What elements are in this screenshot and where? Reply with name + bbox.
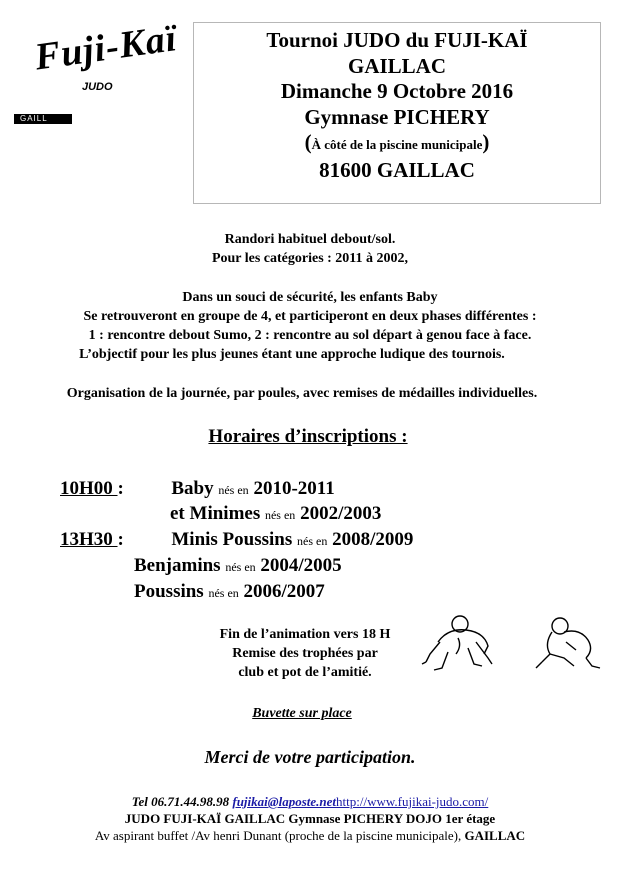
schedule-time: 13H30 xyxy=(60,529,118,550)
judoka-right-icon xyxy=(530,614,606,672)
schedule-row-2: et Minimes nés en 2002/2003 xyxy=(170,503,382,524)
footer-address-line: Av aspirant buffet /Av henri Dunant (proche de la piscine municipale), GAILLAC xyxy=(94,828,526,843)
closing-line-3: club et pot de l’amitié. xyxy=(238,665,372,680)
schedule-category: Poussins xyxy=(134,581,204,602)
header-title: Tournoi JUDO du FUJI-KAÏ xyxy=(266,28,528,52)
closing-line-1: Fin de l’animation vers 18 H xyxy=(219,627,391,642)
closing-info xyxy=(180,625,430,682)
footer-contact xyxy=(0,794,620,810)
intro-line-4: Se retrouveront en groupe de 4, et participeront en deux phases différentes : xyxy=(83,309,537,324)
logo-bar: GAILL xyxy=(14,114,72,124)
footer-phone: Tel 06.71.44.98.98 xyxy=(131,794,233,809)
buvette-note: Buvette sur place xyxy=(252,706,352,721)
header-box xyxy=(193,22,601,204)
closing-line-2: Remise des trophées par xyxy=(232,646,378,661)
footer-email-link[interactable]: fujikai@laposte.net xyxy=(232,794,337,809)
header-address: 81600 GAILLAC xyxy=(319,157,475,182)
header-venue-note: (À côté de la piscine municipale) xyxy=(304,130,490,154)
header-date: Dimanche 9 Octobre 2016 xyxy=(280,79,514,103)
header-city: GAILLAC xyxy=(347,53,447,78)
intro-line-2: Pour les catégories : 2011 à 2002, xyxy=(211,251,409,266)
schedule-row-5: Poussins nés en 2006/2007 xyxy=(134,581,325,602)
schedule-category: Minis Poussins xyxy=(171,529,293,550)
intro-line-5: 1 : rencontre debout Sumo, 2 : rencontre au sol départ à genou face à face. xyxy=(88,328,532,343)
schedule-row-1: 10H00 : Baby nés en 2010-2011 xyxy=(60,478,335,499)
horaires-title: Horaires d’inscriptions : xyxy=(208,426,408,447)
schedule-category: et Minimes xyxy=(170,503,261,524)
judoka-left-icon xyxy=(418,612,500,674)
intro-line-3: Dans un souci de sécurité, les enfants Baby xyxy=(182,290,438,305)
intro-line-6: L’objectif pour les plus jeunes étant une approche ludique des tournois. xyxy=(79,347,505,362)
logo-sub: JUDO xyxy=(82,81,113,93)
intro-line-7: Organisation de la journée, par poules, avec remises de médailles individuelles. xyxy=(66,386,538,401)
logo-text: Fuji-Kaï xyxy=(32,17,180,79)
footer-website-link[interactable]: http://www.fujikai-judo.com/ xyxy=(336,794,489,809)
schedule-category: Benjamins xyxy=(134,555,221,576)
header-venue: Gymnase PICHERY xyxy=(304,104,490,129)
schedule-row-3: 13H30 : Minis Poussins nés en 2008/2009 xyxy=(60,529,414,550)
intro-line-1: Randori habituel debout/sol. xyxy=(224,232,396,247)
schedule-time: 10H00 xyxy=(60,478,118,499)
club-logo xyxy=(14,17,194,124)
schedule-category: Baby xyxy=(171,478,214,499)
thanks-message: Merci de votre participation. xyxy=(204,747,416,767)
schedule-row-4: Benjamins nés en 2004/2005 xyxy=(134,555,342,576)
footer-club-line: JUDO FUJI-KAÏ GAILLAC Gymnase PICHERY DOJO 1er étage xyxy=(124,811,496,826)
